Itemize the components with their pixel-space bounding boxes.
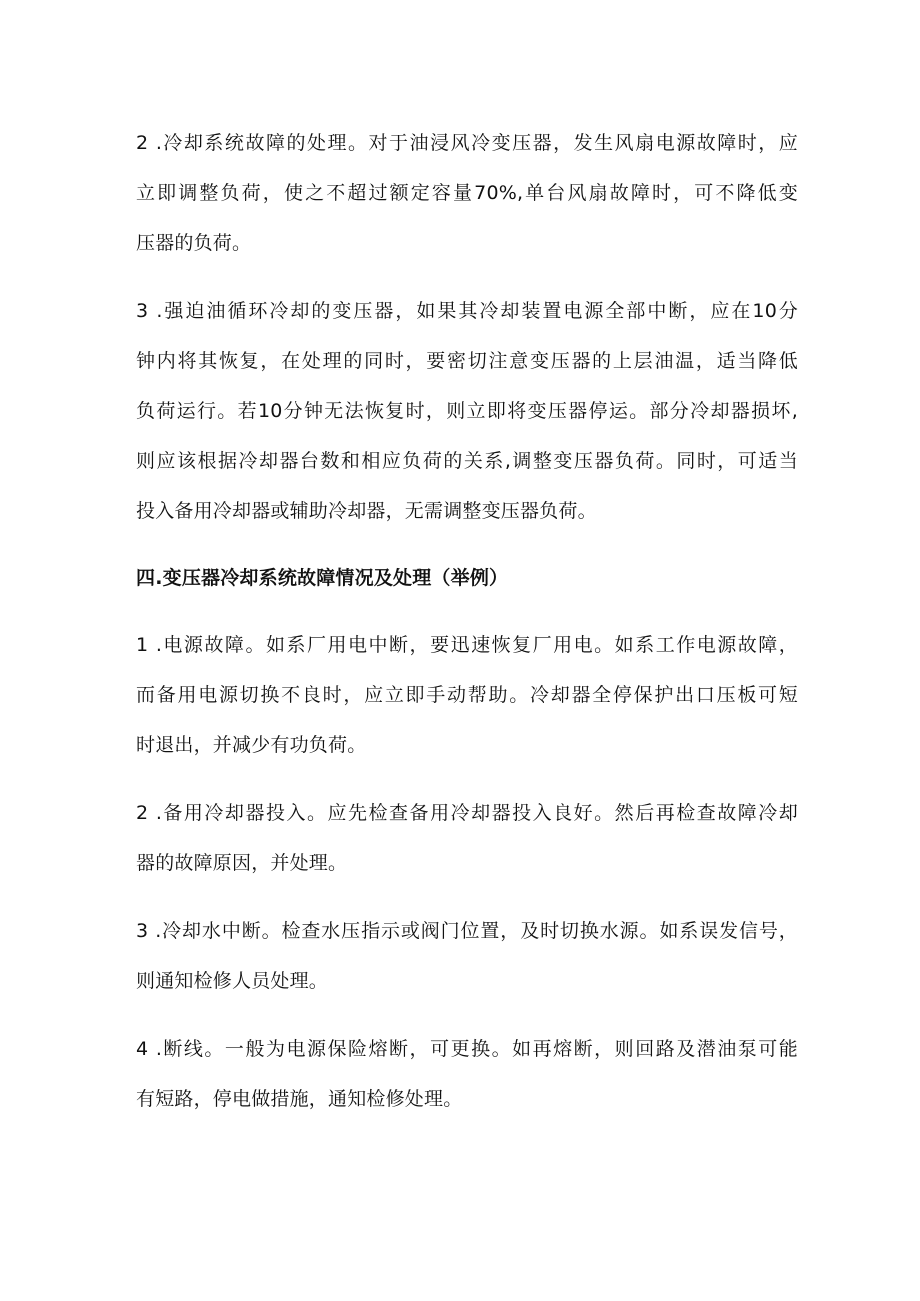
text-line: 2 .冷却系统故障的处理。对于油浸风冷变压器，发生风扇电源故障时，应 xyxy=(136,132,798,154)
paragraph-forced-oil-cooling xyxy=(136,286,798,536)
text-line: 有短路，停电做措施，通知检修处理。 xyxy=(136,1088,463,1110)
text-line: 4 .断线。一般为电源保险熔断，可更换。如再熔断，则回路及潜油泵可能 xyxy=(136,1038,798,1060)
heading-text: 四.变压器冷却系统故障情况及处理（举例） xyxy=(136,567,509,589)
text-line: 3 .强迫油循环冷却的变压器，如果其冷却装置电源全部中断，应在10分 xyxy=(136,300,798,322)
example-power-failure xyxy=(136,620,798,770)
text-line: 压器的负荷。 xyxy=(136,232,252,254)
example-broken-wire xyxy=(136,1024,798,1124)
text-line: 3 .冷却水中断。检查水压指示或阀门位置，及时切换水源。如系误发信号， xyxy=(136,920,798,942)
text-line: 1 .电源故障。如系厂用电中断，要迅速恢复厂用电。如系工作电源故障， xyxy=(136,634,798,656)
text-line: 2 .备用冷却器投入。应先检查备用冷却器投入良好。然后再检查故障冷却 xyxy=(136,802,798,824)
text-line: 而备用电源切换不良时，应立即手动帮助。冷却器全停保护出口压板可短 xyxy=(136,684,798,706)
text-line: 器的故障原因，并处理。 xyxy=(136,852,348,874)
text-line: 则通知检修人员处理。 xyxy=(136,970,329,992)
section-heading xyxy=(136,553,798,603)
text-line: 时退出，并减少有功负荷。 xyxy=(136,734,367,756)
example-standby-cooler xyxy=(136,788,798,888)
example-water-interruption xyxy=(136,906,798,1006)
text-line: 负荷运行。若10分钟无法恢复时，则立即将变压器停运。部分冷却器损坏, xyxy=(136,400,798,422)
text-line: 投入备用冷却器或辅助冷却器，无需调整变压器负荷。 xyxy=(136,500,597,522)
text-line: 钟内将其恢复，在处理的同时，要密切注意变压器的上层油温，适当降低 xyxy=(136,350,798,372)
paragraph-cooling-fault-handling xyxy=(136,118,798,268)
text-line: 则应该根据冷却器台数和相应负荷的关系,调整变压器负荷。同时，可适当 xyxy=(136,450,798,472)
text-line: 立即调整负荷，使之不超过额定容量70%,单台风扇故障时，可不降低变 xyxy=(136,182,798,204)
